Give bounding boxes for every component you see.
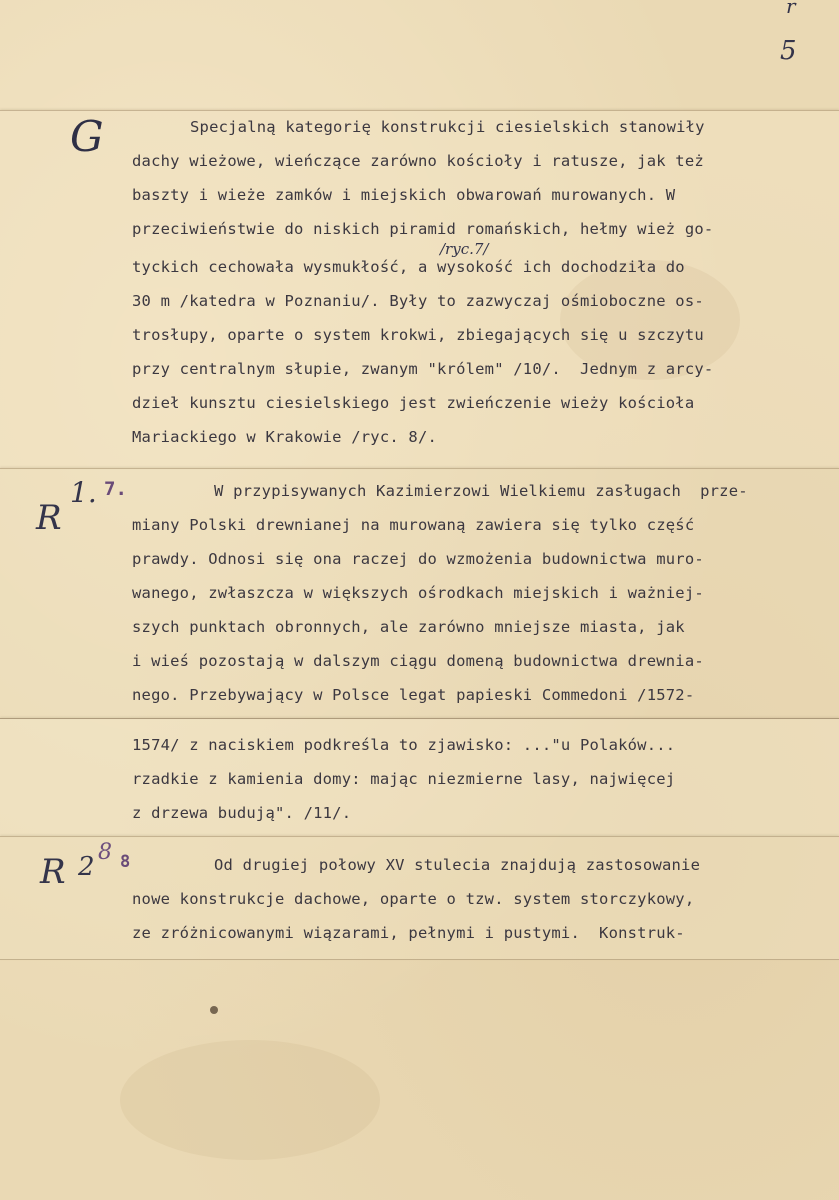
text-line: Mariackiego w Krakowie /ryc. 8/. (132, 428, 438, 446)
text-line: szych punktach obronnych, ale zarówno mniejsze miasta, jak (132, 618, 685, 636)
text-line: Od drugiej połowy XV stulecia znajdują zastosowanie (214, 856, 701, 874)
text-line: nowe konstrukcje dachowe, oparte o tzw. system storczykowy, (132, 890, 695, 908)
text-line: rzadkie z kamienia domy: mając niezmierne lasy, najwięcej (132, 770, 676, 788)
margin-number-r1: 1. (70, 476, 97, 509)
text-line: miany Polski drewnianej na murowaną zawiera się tylko część (132, 516, 695, 534)
text-line: przy centralnym słupie, zwanym "królem" /10/. Jednym z arcy- (132, 360, 714, 378)
paragraph-number: 7. (104, 478, 127, 500)
paper-stain (120, 1040, 380, 1160)
text-line: tyckich cechowała wysmukłość, a wysokość ich dochodziła do (132, 258, 685, 276)
margin-mark-r2: R (40, 852, 66, 892)
text-line: wanego, zwłaszcza w większych ośrodkach miejskich i ważniej- (132, 584, 704, 602)
figure-annotation: /ryc.7/ (440, 240, 489, 258)
text-line: 30 m /katedra w Poznaniu/. Były to zazwyczaj ośmioboczne os- (132, 292, 704, 310)
text-line: z drzewa budują". /11/. (132, 804, 352, 822)
paragraph-number: 8 (120, 852, 131, 872)
text-line: Specjalną kategorię konstrukcji ciesielskich stanowiły (190, 118, 705, 136)
text-line: i wieś pozostają w dalszym ciągu domeną budownictwa drewnia- (132, 652, 704, 670)
margin-number-r2: 2 (78, 852, 95, 882)
text-line: nego. Przebywający w Polsce legat papieski Commedoni /1572- (132, 686, 695, 704)
text-line: przeciwieństwie do niskich piramid romańskich, hełmy wież go- (132, 220, 714, 238)
text-line: 1574/ z naciskiem podkreśla to zjawisko: ..."u Polaków... (132, 736, 676, 754)
corner-mark: r (786, 0, 796, 18)
text-line: dachy wieżowe, wieńczące zarówno kościoły i ratusze, jak też (132, 152, 704, 170)
text-line: prawdy. Odnosi się ona raczej do wzmożenia budownictwa muro- (132, 550, 704, 568)
page-number: 5 (780, 36, 797, 66)
punch-hole (210, 1006, 218, 1014)
text-line: baszty i wieże zamków i miejskich obwarowań murowanych. W (132, 186, 676, 204)
text-line: ze zróżnicowanymi wiązarami, pełnymi i pustymi. Konstruk- (132, 924, 685, 942)
text-line: W przypisywanych Kazimierzowi Wielkiemu zasługach prze- (214, 482, 748, 500)
margin-mark-g: G (70, 112, 104, 161)
margin-mark-r1: R (36, 498, 62, 538)
text-line: dzieł kunsztu ciesielskiego jest zwieńczenie wieży kościoła (132, 394, 695, 412)
text-line: trosłupy, oparte o system krokwi, zbiegających się u szczytu (132, 326, 704, 344)
margin-pencil-r2: 8 (98, 840, 112, 865)
